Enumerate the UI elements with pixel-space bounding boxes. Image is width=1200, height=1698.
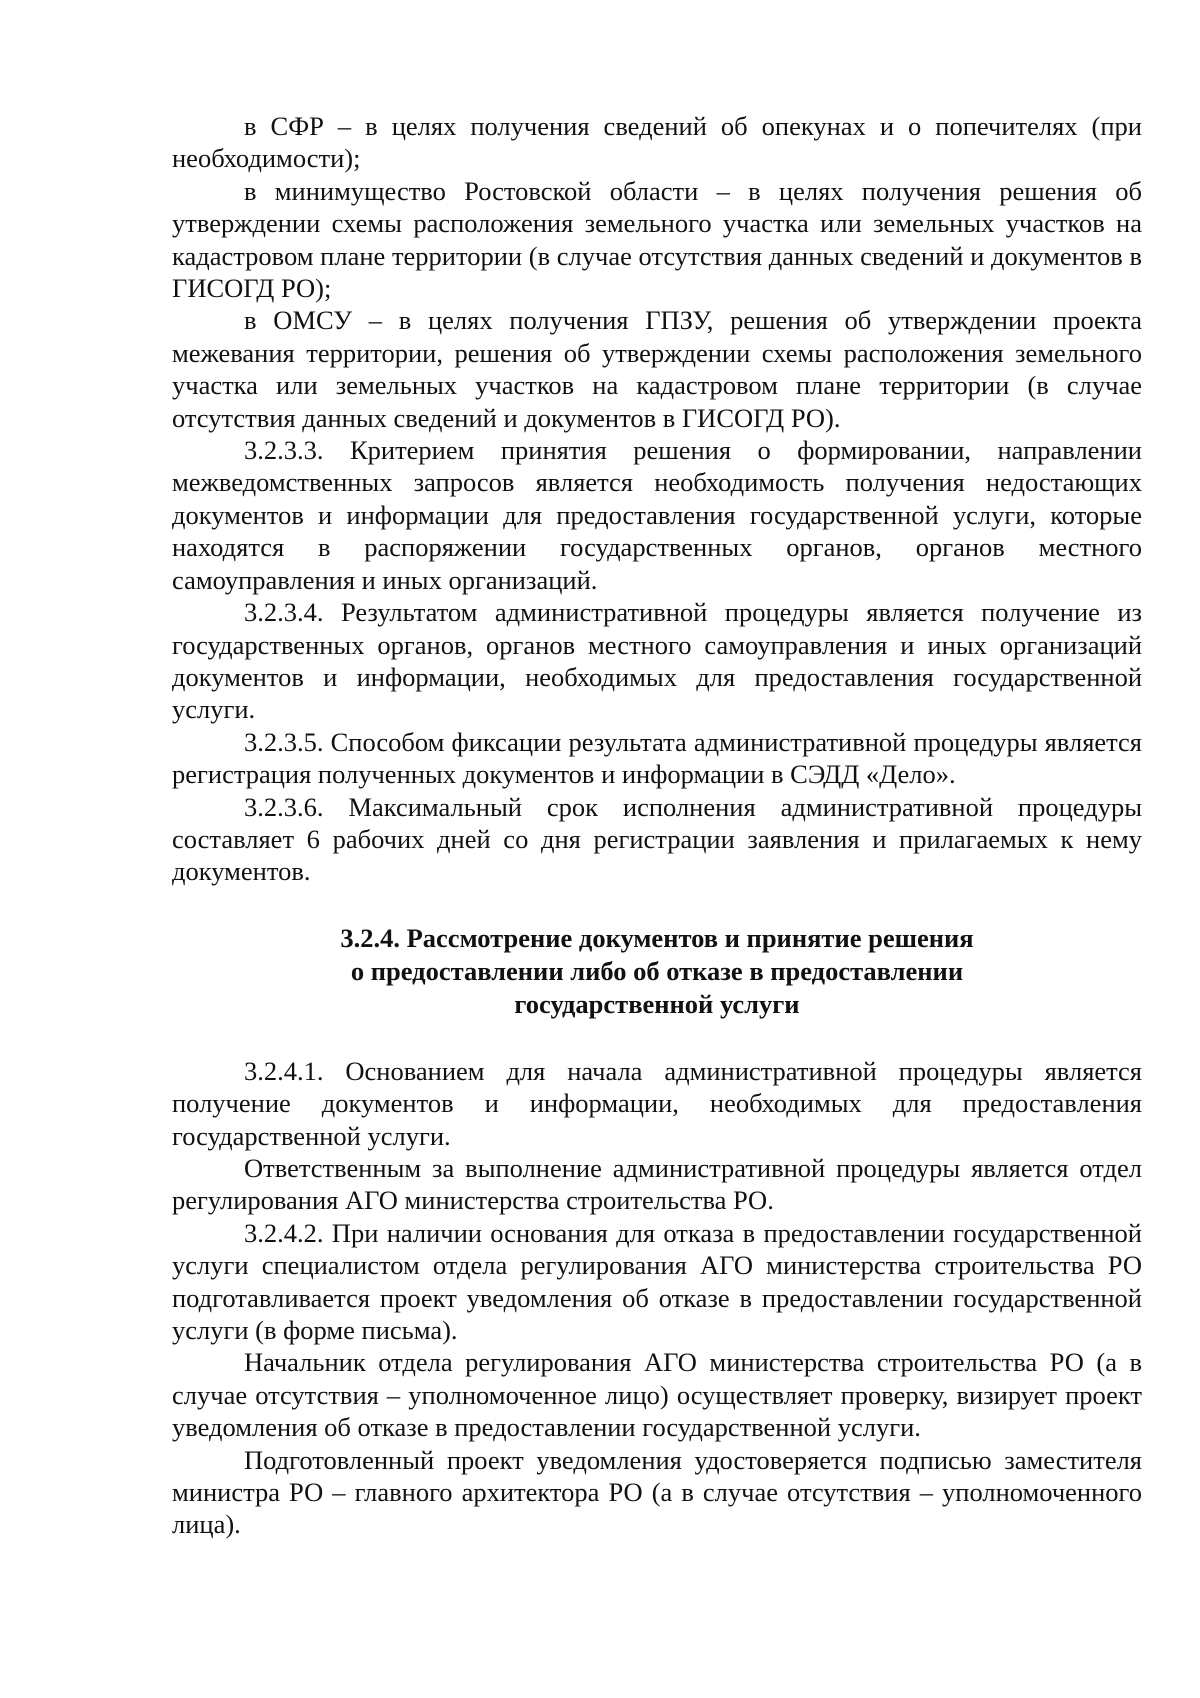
paragraph-3-2-3-4: 3.2.3.4. Результатом административной процедуры является получение из государственных органов, органов местного самоуправления и иных организаций документов и информации, необходимых для предоставления государственной услуги. <box>172 597 1142 725</box>
paragraph-head-of-department: Начальник отдела регулирования АГО министерства строительства РО (а в случае отсутствия – уполномоченное лицо) осуществляет проверку, визирует проект уведомления об отказе в предоставлении государственной услуги. <box>172 1347 1142 1443</box>
paragraph-3-2-4-2: 3.2.4.2. При наличии основания для отказа в предоставлении государственной услуги специалистом отдела регулирования АГО министерства строительства РО подготавливается проект уведомления об отказе в предоставлении государственной услуги (в форме письма). <box>172 1217 1142 1345</box>
paragraph-3-2-3-6: 3.2.3.6. Максимальный срок исполнения административной процедуры составляет 6 рабочих дней со дня регистрации заявления и прилагаемых к нему документов. <box>172 791 1142 887</box>
paragraph-3-2-3-5: 3.2.3.5. Способом фиксации результата административной процедуры является регистрация полученных документов и информации в СЭДД «Дело». <box>172 726 1142 790</box>
section-heading-3-2-4 <box>172 922 1142 1021</box>
paragraph-sfr: в СФР – в целях получения сведений об опекунах и о попечителях (при необходимости); <box>172 111 1142 174</box>
heading-line-1: 3.2.4. Рассмотрение документов и принятие решения <box>340 922 974 953</box>
paragraph-3-2-3-3: 3.2.3.3. Критерием принятия решения о формировании, направлении межведомственных запросов является необходимость получения недостающих документов и информации для предоставления государственной услуги, которые находятся в распоряжении государственных органов, органов местного самоуправления и иных организаций. <box>172 435 1142 595</box>
paragraph-3-2-4-1: 3.2.4.1. Основанием для начала административной процедуры является получение документов и информации, необходимых для предоставления государственной услуги. <box>172 1055 1142 1151</box>
heading-line-3: государственной услуги <box>514 988 800 1019</box>
heading-line-2: о предоставлении либо об отказе в предоставлении <box>350 955 964 986</box>
paragraph-minimushchestvo: в минимущество Ростовской области – в целях получения решения об утверждении схемы расположения земельного участка или земельных участков на кадастровом плане территории (в случае отсутствия данных сведений и документов в ГИСОГД РО); <box>172 175 1142 304</box>
paragraph-signature: Подготовленный проект уведомления удостоверяется подписью заместителя министра РО – главного архитектора РО (а в случае отсутствия – уполномоченного лица). <box>172 1444 1142 1540</box>
paragraph-omsu: в ОМСУ – в целях получения ГПЗУ, решения об утверждении проекта межевания территории, решения об утверждении схемы расположения земельного участка или земельных участков на кадастровом плане территории (в случае отсутствия данных сведений и документов в ГИСОГД РО). <box>172 305 1142 433</box>
paragraph-responsible: Ответственным за выполнение административной процедуры является отдел регулирования АГО министерства строительства РО. <box>172 1152 1142 1216</box>
